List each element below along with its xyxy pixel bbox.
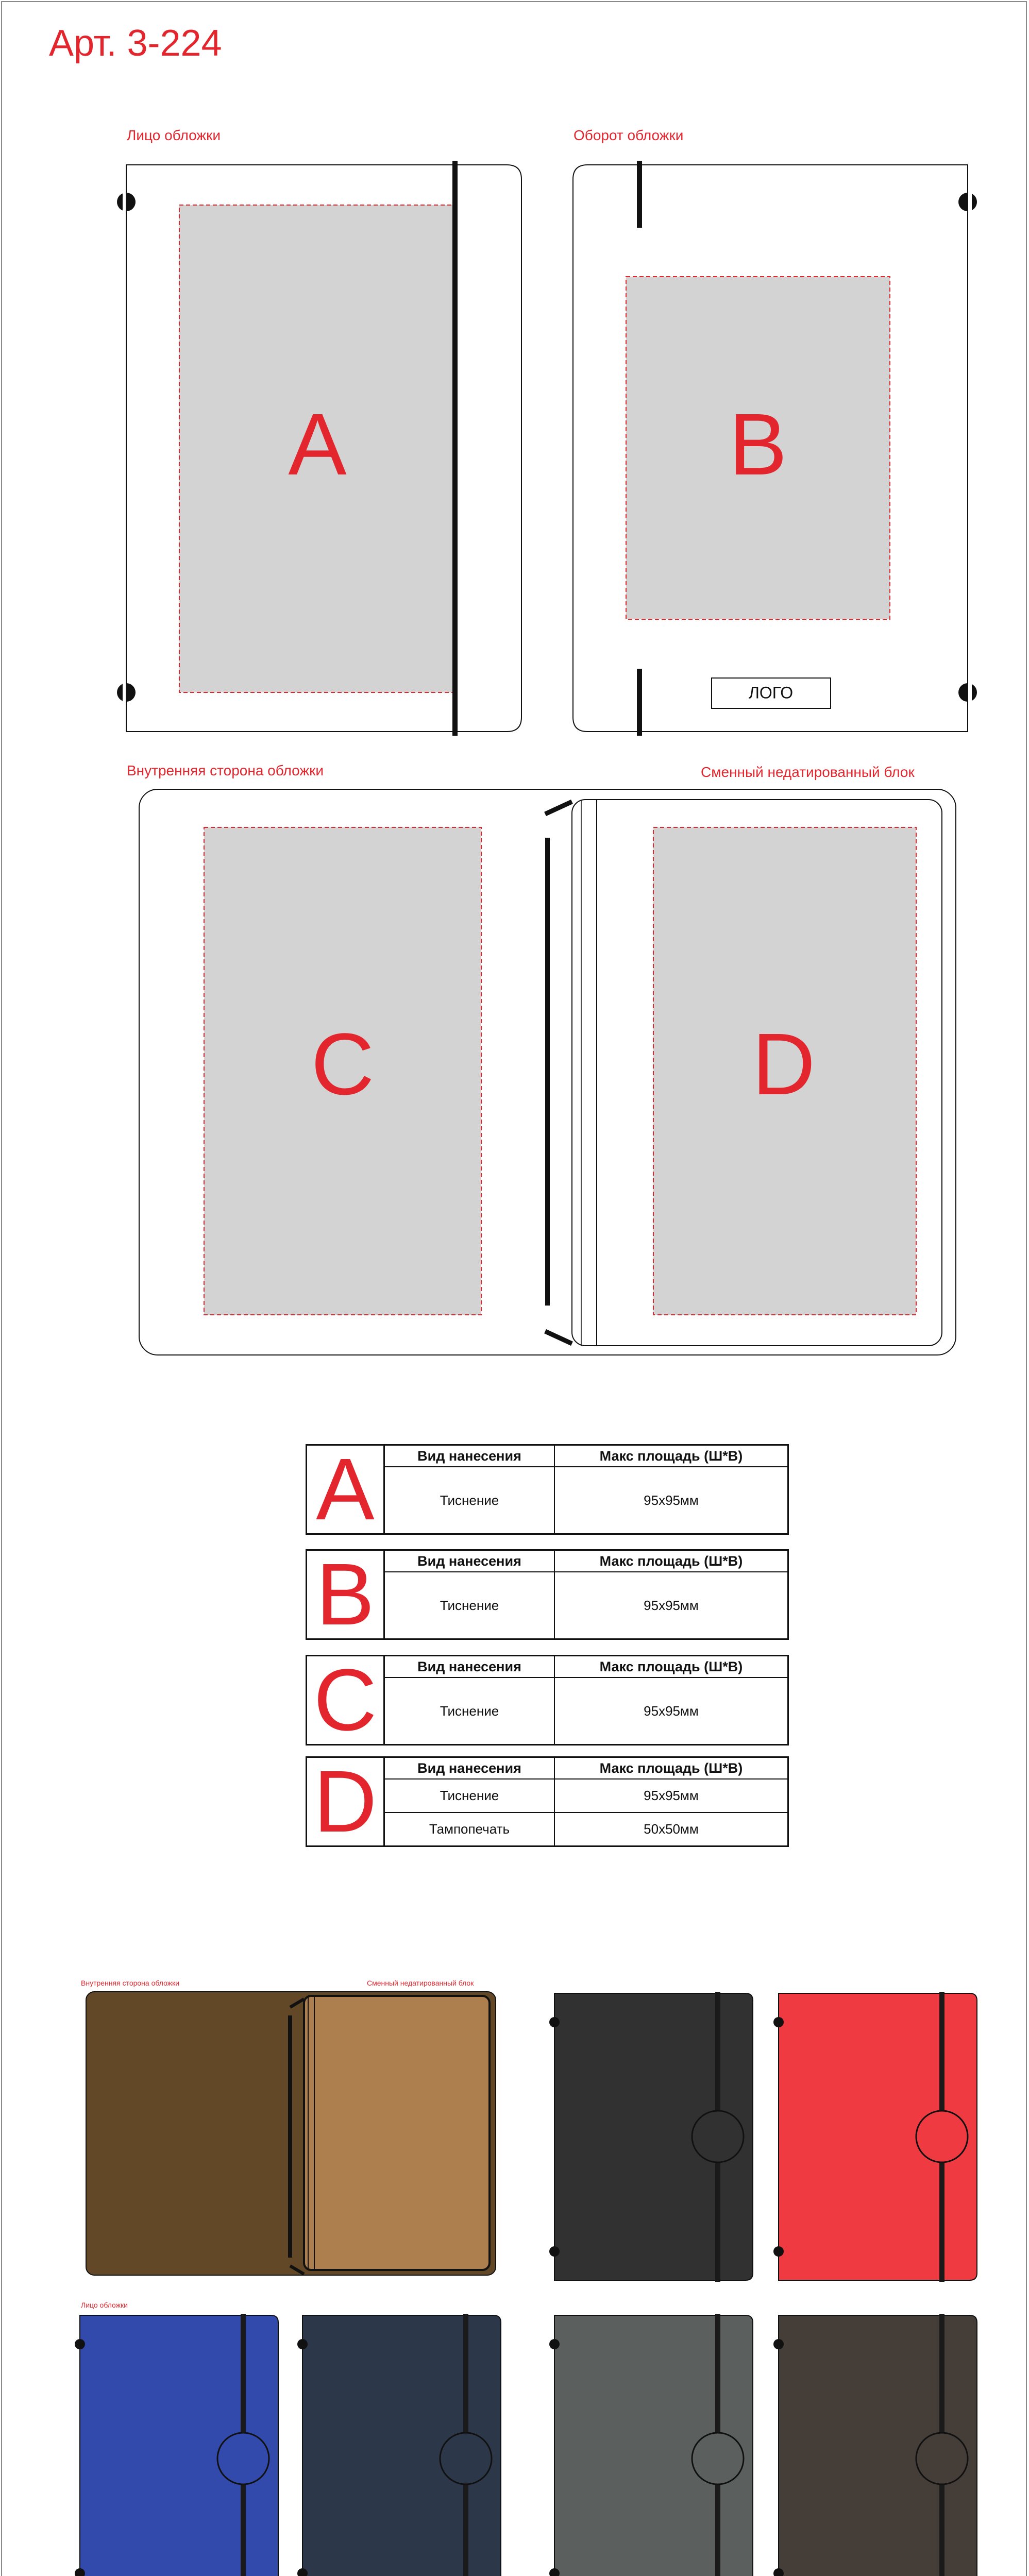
spec-letter-d: D bbox=[307, 1758, 385, 1845]
spec-letter-c: C bbox=[307, 1656, 385, 1744]
front-cover-label: Лицо обложки bbox=[127, 127, 221, 143]
preview-notebook-gray bbox=[549, 2314, 753, 2576]
closure-ring bbox=[217, 2433, 269, 2484]
spec-method: Тампопечать bbox=[385, 1812, 554, 1845]
spec-area: 95х95мм bbox=[554, 1572, 787, 1638]
spec-area: 95х95мм bbox=[554, 1467, 787, 1533]
back-strap-bottom bbox=[637, 669, 642, 736]
preview-open-notebook bbox=[86, 1992, 496, 2275]
closure-ring bbox=[692, 2111, 744, 2162]
closure-ring bbox=[916, 2433, 968, 2484]
spec-table-b bbox=[306, 1546, 789, 1643]
closure-ring bbox=[916, 2111, 968, 2162]
zone-d-letter: D bbox=[752, 1015, 816, 1113]
spec-method: Тиснение bbox=[385, 1779, 554, 1812]
back-cover-drawing bbox=[573, 161, 977, 736]
inside-elastic bbox=[545, 838, 550, 1306]
preview-inside-label: Внутренняя сторона обложки bbox=[81, 1979, 180, 1987]
spec-header-method: Вид нанесения bbox=[385, 1551, 554, 1572]
spec-area: 95х95мм bbox=[554, 1779, 787, 1812]
spec-method: Тиснение bbox=[385, 1677, 554, 1744]
spec-method: Тиснение bbox=[385, 1572, 554, 1638]
spec-table-c bbox=[306, 1651, 789, 1749]
spec-area: 50х50мм bbox=[554, 1812, 787, 1845]
spec-method: Тиснение bbox=[385, 1467, 554, 1533]
zone-b-letter: B bbox=[729, 395, 787, 494]
spec-header-method: Вид нанесения bbox=[385, 1758, 554, 1779]
inside-spread-drawing bbox=[139, 789, 956, 1355]
front-elastic-strap bbox=[452, 161, 458, 736]
refill-block-label: Сменный недатированный блок bbox=[701, 764, 915, 780]
spec-header-method: Вид нанесения bbox=[385, 1656, 554, 1677]
back-strap-top bbox=[637, 161, 642, 228]
spec-area: 95х95мм bbox=[554, 1677, 787, 1744]
logo-text: ЛОГО bbox=[748, 683, 794, 702]
inside-cover-label: Внутренняя сторона обложки bbox=[127, 762, 324, 778]
preview-notebook-blue bbox=[75, 2314, 278, 2576]
preview-notebook-red bbox=[773, 1992, 977, 2282]
color-previews bbox=[0, 1978, 1029, 2576]
zone-a-letter: A bbox=[288, 395, 347, 494]
preview-block-label: Сменный недатированный блок bbox=[367, 1979, 474, 1987]
preview-notebook-navy bbox=[297, 2314, 501, 2576]
spec-header-method: Вид нанесения bbox=[385, 1446, 554, 1467]
spec-header-area: Макс площадь (Ш*В) bbox=[554, 1656, 787, 1677]
preview-notebook-brown bbox=[773, 2314, 977, 2576]
spec-letter-b: B bbox=[307, 1551, 385, 1638]
back-cover-label: Оборот обложки bbox=[573, 127, 684, 143]
spec-letter-a: A bbox=[307, 1446, 385, 1533]
article-title: Арт. 3-224 bbox=[49, 23, 222, 64]
preview-notebook-black bbox=[549, 1992, 753, 2282]
spec-header-area: Макс площадь (Ш*В) bbox=[554, 1446, 787, 1467]
zone-c-letter: C bbox=[311, 1015, 375, 1113]
spec-header-area: Макс площадь (Ш*В) bbox=[554, 1758, 787, 1779]
spec-table-a bbox=[306, 1440, 789, 1538]
closure-ring bbox=[440, 2433, 492, 2484]
closure-ring bbox=[692, 2433, 744, 2484]
preview-front-label: Лицо обложки bbox=[81, 2301, 128, 2309]
spec-table-d bbox=[306, 1753, 789, 1851]
spec-header-area: Макс площадь (Ш*В) bbox=[554, 1551, 787, 1572]
front-cover-drawing bbox=[117, 161, 521, 736]
preview-open-block bbox=[304, 1996, 490, 2270]
